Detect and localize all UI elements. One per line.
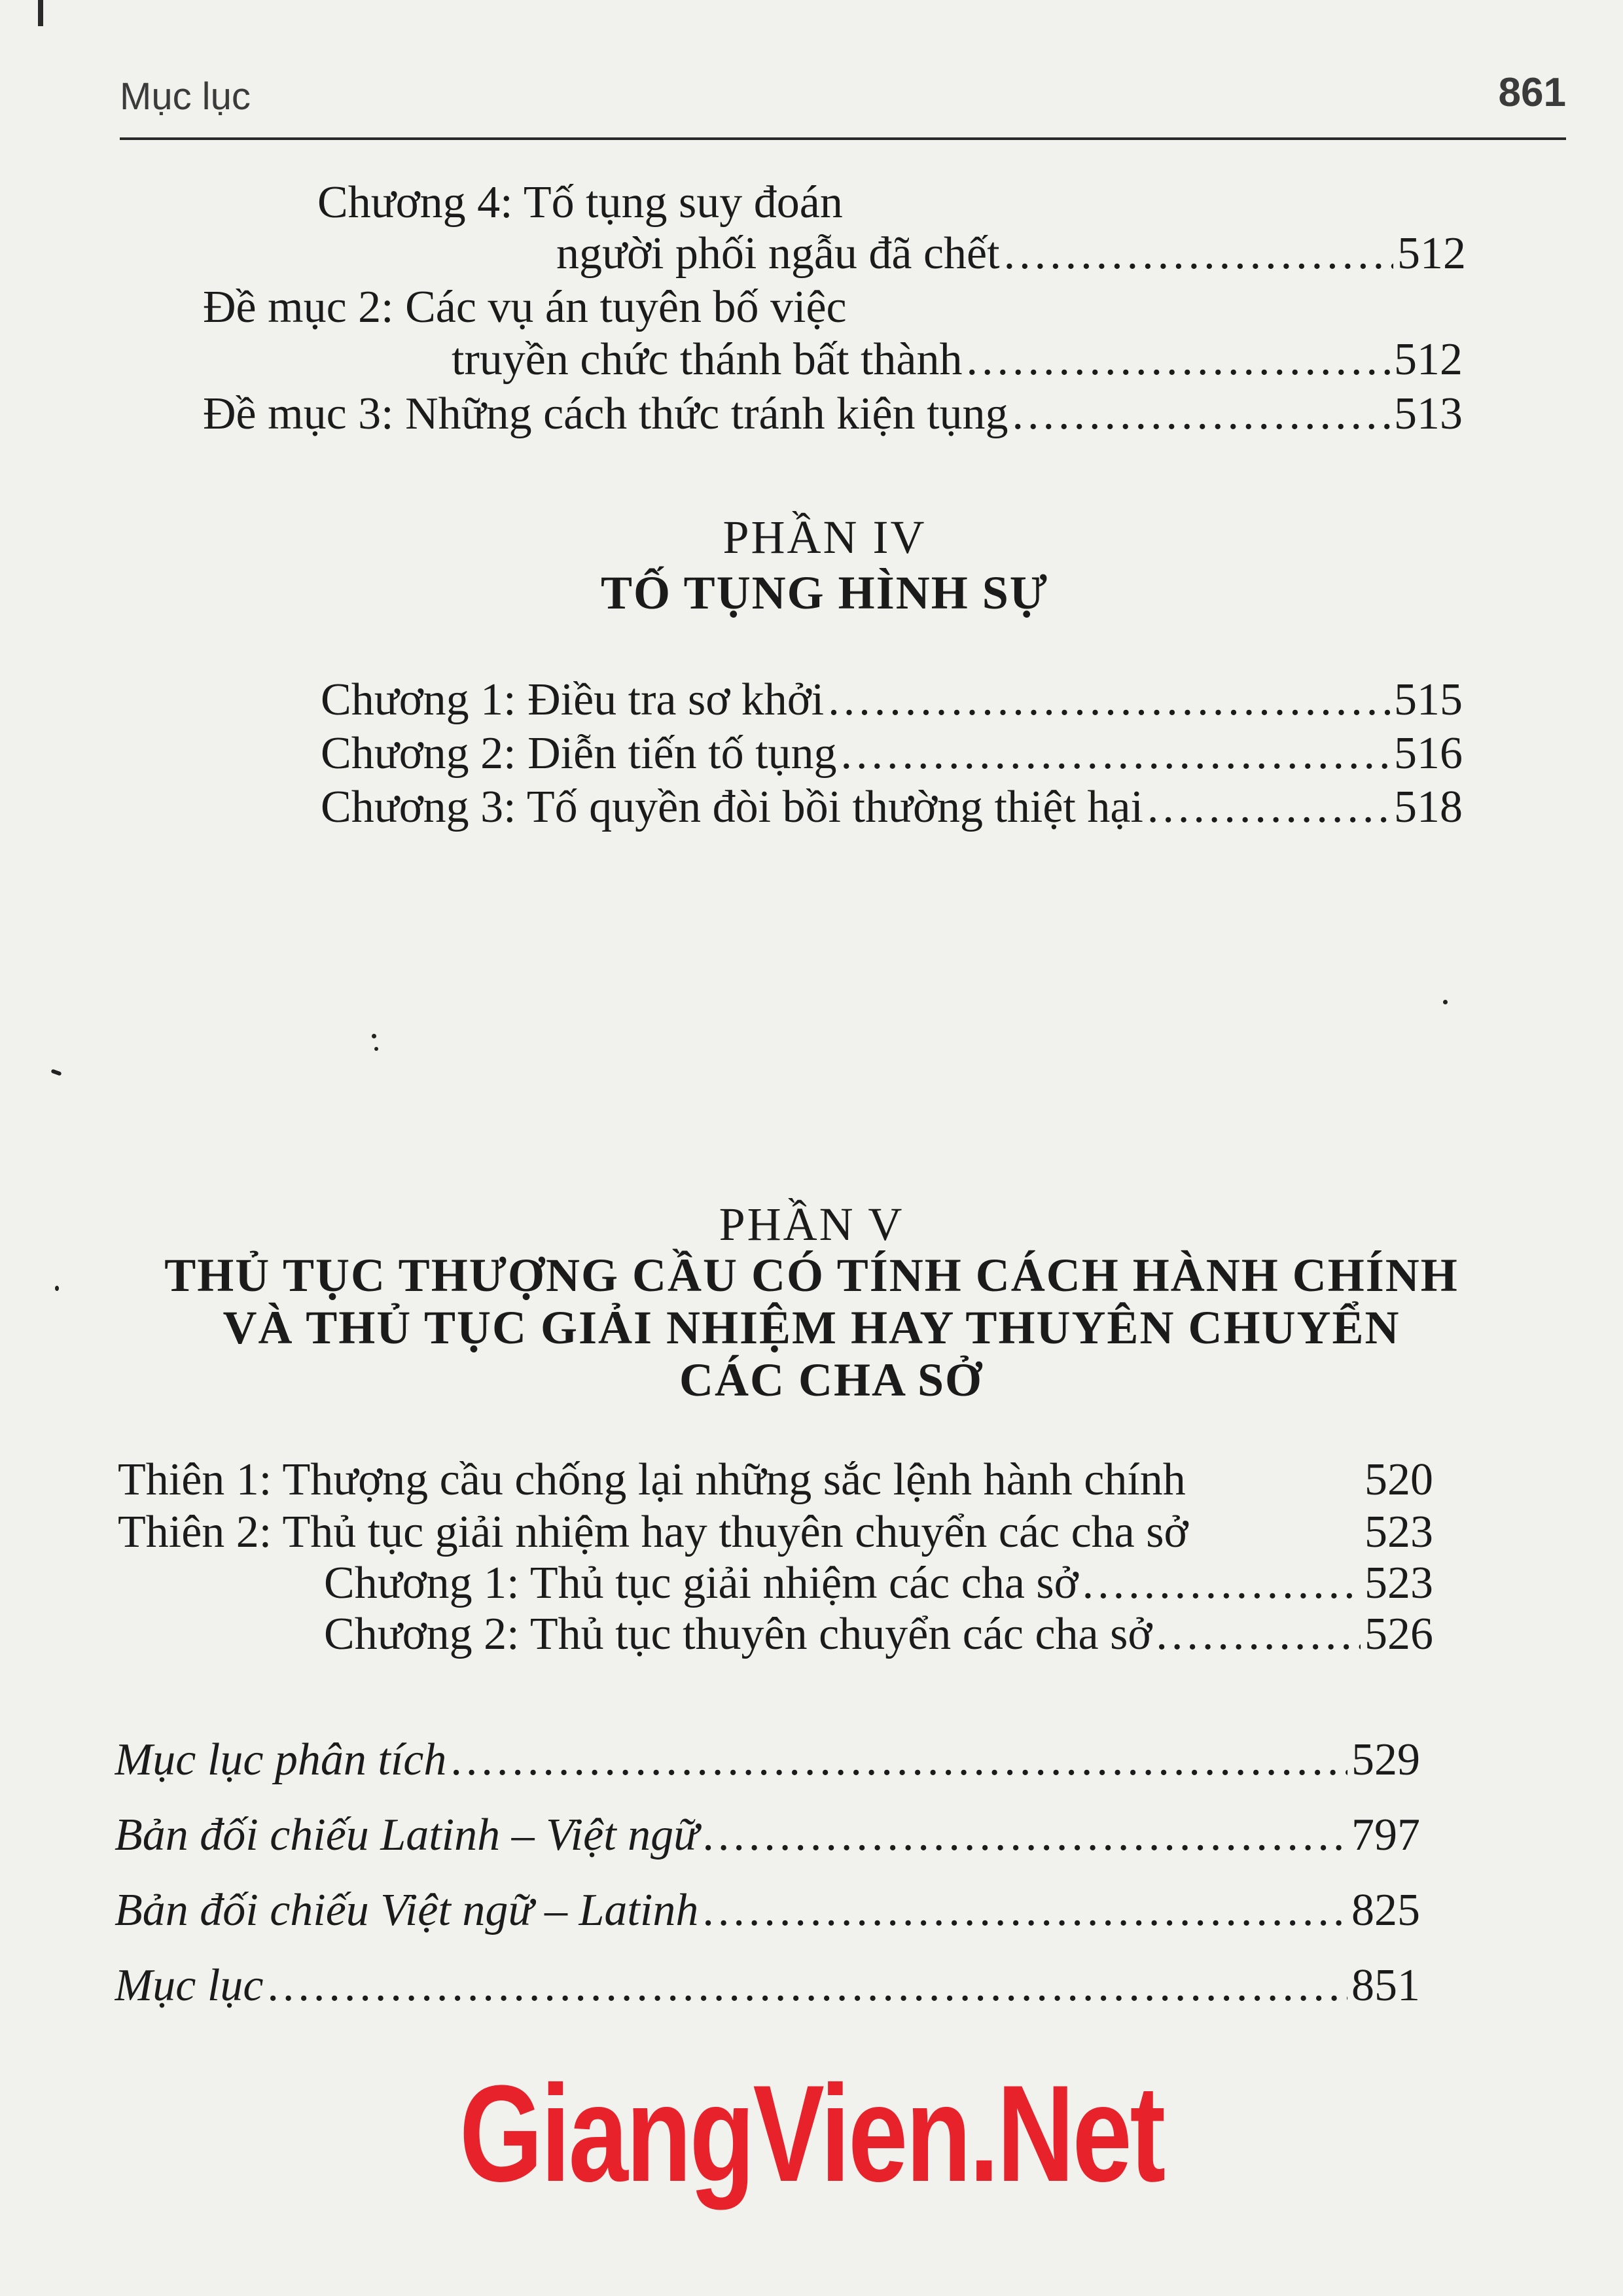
part-title-line: VÀ THỦ TỤC GIẢI NHIỆM HAY THUYÊN CHUYỂN [223,1301,1400,1354]
toc-entry: Bản đối chiếu Latinh – Việt ngữ ..... 797 [115,1809,1420,1862]
toc-entry: Thiên 2: Thủ tục giải nhiệm hay thuyên chuyển các cha sở 523 [118,1507,1433,1557]
toc-entry: Bản đối chiếu Việt ngữ – Latinh ..... 825 [115,1884,1420,1937]
running-title: Mục lục [120,75,251,118]
toc-entry: Chương 3: Tố quyền đòi bồi thường thiệt hại ..... 518 [321,781,1463,834]
toc-page: 512 [1397,228,1466,279]
toc-page: 523 [1364,1558,1433,1608]
toc-entry: Chương 1: Thủ tục giải nhiệm các cha sở ..... 523 [324,1557,1433,1610]
watermark: GiangVien.Net [459,2057,1164,2210]
part-title: TỐ TỤNG HÌNH SỰ [600,567,1049,619]
toc-entry: Mục lục phân tích ..... 529 [115,1734,1420,1786]
toc-entry: Mục lục ..... 851 [115,1960,1420,2012]
toc-page: 526 [1364,1609,1433,1659]
toc-page: 513 [1394,389,1463,439]
speck [372,1034,376,1038]
toc-page: 515 [1394,675,1463,725]
toc-page: 520 [1364,1455,1433,1505]
toc-entry: Chương 1: Điều tra sơ khởi ..... 515 [321,674,1463,726]
toc-entry: Chương 2: Diễn tiến tố tụng ..... 516 [321,728,1463,780]
toc-entry: truyền chức thánh bất thành ..... 512 [452,334,1463,386]
speck [374,1047,378,1051]
speck [50,1069,62,1076]
page-header [120,65,1566,140]
toc-page: 518 [1394,782,1463,832]
toc-page: 523 [1364,1507,1433,1557]
part-number: PHẦN IV [722,511,927,563]
toc-page: 529 [1351,1735,1420,1785]
speck [1443,1000,1448,1004]
page-number: 861 [1498,70,1566,115]
toc-entry: Đề mục 3: Những cách thức tránh kiện tụng ..... 513 [203,388,1463,440]
part-number: PHẦN V [719,1198,904,1250]
toc-page: 516 [1394,728,1463,779]
toc-page: 825 [1351,1885,1420,1935]
toc-page: 797 [1351,1810,1420,1860]
part-title-line: THỦ TỤC THƯỢNG CẦU CÓ TÍNH CÁCH HÀNH CHÍNH [164,1249,1459,1301]
part-title-line: CÁC CHA SỞ [679,1354,984,1406]
toc-entry-line1: Chương 4: Tố tụng suy đoán [317,177,843,228]
toc-entry: Chương 2: Thủ tục thuyên chuyển các cha sở ..... 526 [324,1608,1433,1661]
toc-entry: Thiên 1: Thượng cầu chống lại những sắc lệnh hành chính 520 [118,1455,1433,1505]
toc-entry-line1: Đề mục 2: Các vụ án tuyên bố việc [203,282,847,332]
page-edge-mark [38,0,43,26]
toc-page: 851 [1351,1960,1420,2011]
toc-page: 512 [1394,334,1463,385]
toc-entry: người phối ngẫu đã chết ..... 512 [556,228,1466,280]
